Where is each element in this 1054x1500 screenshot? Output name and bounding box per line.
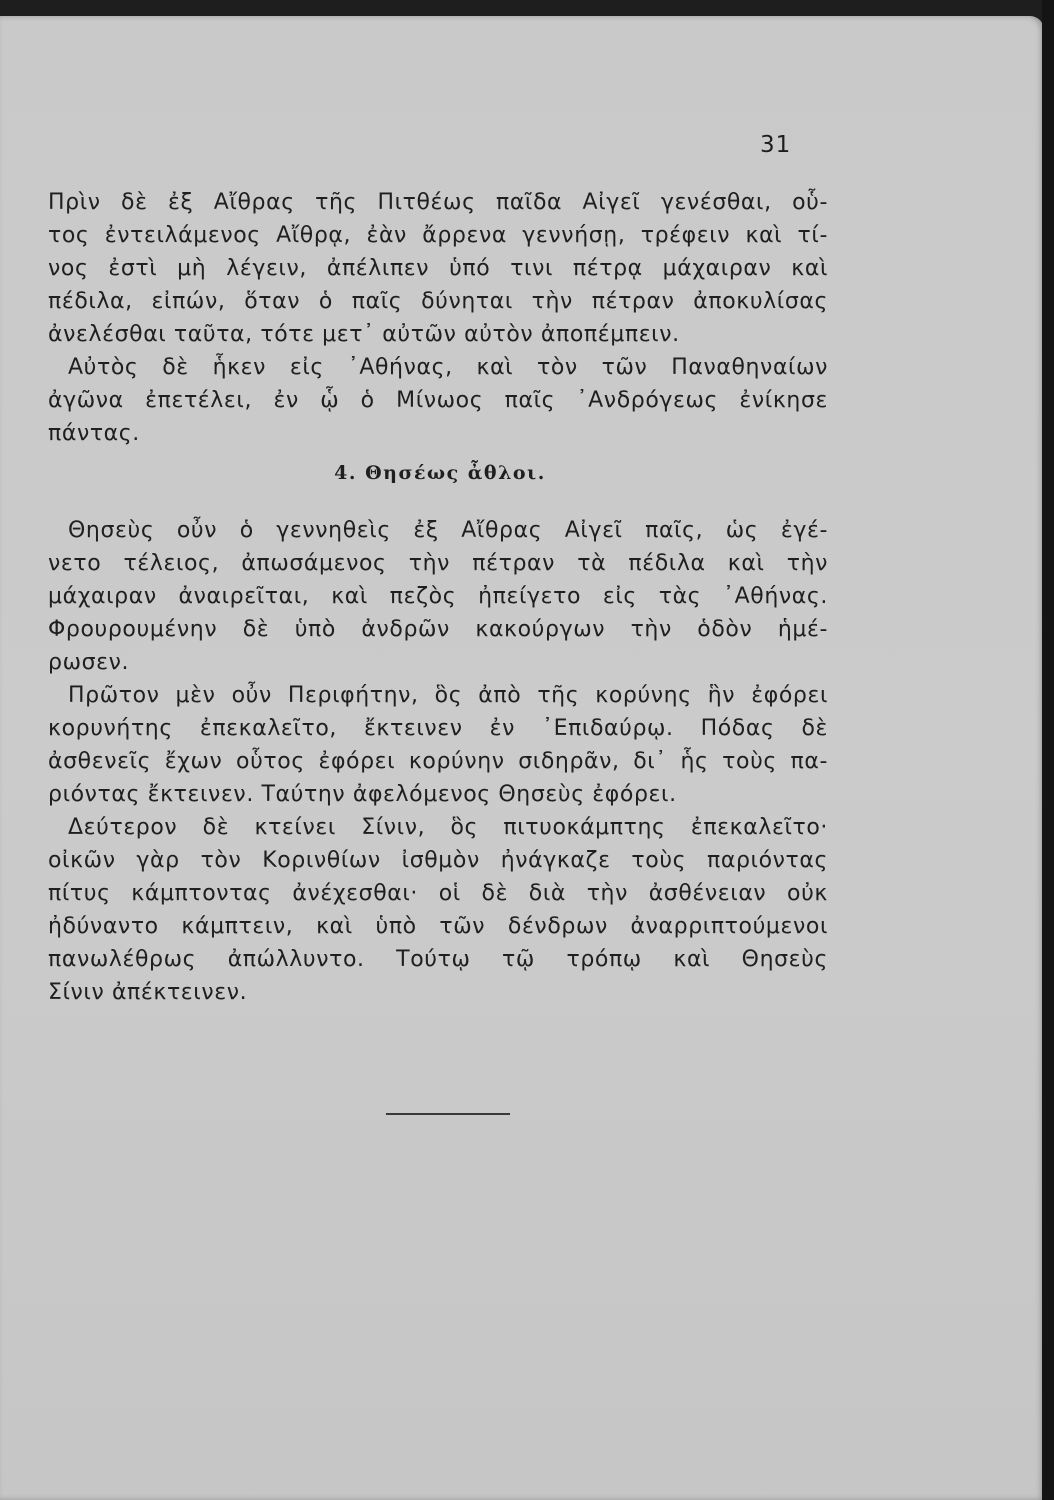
text-line: ἠδύναντο κάμπτειν, καὶ ὑπὸ τῶν δένδρων ἀναρριπτούμενοι — [48, 914, 828, 939]
text-line: Σίνιν ἀπέκτεινεν. — [48, 980, 248, 1005]
end-divider-rule — [386, 1113, 510, 1115]
text-line: Πρῶτον μὲν οὖν Περιφήτην, ὃς ἀπὸ τῆς κορύνης ἣν ἐφόρει — [68, 683, 828, 708]
paragraph-5 — [48, 811, 828, 1009]
section-heading: 4. Θησέως ἆθλοι. — [334, 462, 546, 484]
text-line: ρωσεν. — [48, 650, 130, 675]
text-line: πανωλέθρως ἀπώλλυντο. Τούτῳ τῷ τρόπῳ καὶ Θησεὺς — [48, 947, 828, 972]
text-line: Πρὶν δὲ ἐξ Αἴθρας τῆς Πιτθέως παῖδα Αἰγεῖ γενέσθαι, οὗ- — [48, 190, 828, 215]
text-line: Δεύτερον δὲ κτείνει Σίνιν, ὃς πιτυοκάμπτης ἐπεκαλεῖτο· — [68, 815, 828, 840]
text-line: Αὐτὸς δὲ ἧκεν εἰς ᾽Αθήνας, καὶ τὸν τῶν Παναθηναίων — [68, 355, 828, 380]
page-number: 31 — [760, 132, 792, 158]
text-line: πίτυς κάμπτοντας ἀνέχεσθαι· οἱ δὲ διὰ τὴν ἀσθένειαν οὐκ — [48, 881, 828, 906]
text-line: οἰκῶν γὰρ τὸν Κορινθίων ἰσθμὸν ἠνάγκαζε τοὺς παριόντας — [48, 848, 828, 873]
text-line: ριόντας ἔκτεινεν. Ταύτην ἀφελόμενος Θησεὺς ἐφόρει. — [48, 782, 677, 807]
text-line: πέδιλα, εἰπών, ὅταν ὁ παῖς δύνηται τὴν πέτραν ἀποκυλίσας — [48, 289, 828, 314]
text-line: πάντας. — [48, 421, 140, 446]
text-line: ἀσθενεῖς ἔχων οὗτος ἐφόρει κορύνην σιδηρᾶν, δι᾽ ἧς τοὺς πα- — [48, 749, 828, 774]
text-line: μάχαιραν ἀναιρεῖται, καὶ πεζὸς ἠπείγετο εἰς τὰς ᾽Αθήνας. — [48, 584, 828, 609]
paragraph-4 — [48, 679, 828, 811]
text-line: κορυνήτης ἐπεκαλεῖτο, ἔκτεινεν ἐν ᾽Επιδαύρῳ. Πόδας δὲ — [48, 716, 828, 741]
text-line: νος ἐστὶ μὴ λέγειν, ἀπέλιπεν ὑπό τινι πέτρᾳ μάχαιραν καὶ — [48, 256, 828, 281]
text-line: ἀγῶνα ἐπετέλει, ἐν ᾧ ὁ Μίνωος παῖς ᾽Ανδρόγεως ἐνίκησε — [48, 388, 828, 413]
paragraph-3 — [48, 514, 828, 679]
text-line: Φρουρουμένην δὲ ὑπὸ ἀνδρῶν κακούργων τὴν ὁδὸν ἡμέ- — [48, 617, 828, 642]
text-line: νετο τέλειος, ἀπωσάμενος τὴν πέτραν τὰ πέδιλα καὶ τὴν — [48, 551, 828, 576]
page-edge-shadow — [1042, 0, 1054, 1500]
text-line: τος ἐντειλάμενος Αἴθρᾳ, ἐὰν ἄρρενα γεννήσῃ, τρέφειν καὶ τί- — [48, 223, 828, 248]
paragraph-1 — [48, 186, 828, 351]
paragraph-2 — [48, 351, 828, 450]
text-line: Θησεὺς οὖν ὁ γεννηθεὶς ἐξ Αἴθρας Αἰγεῖ παῖς, ὡς ἐγέ- — [68, 518, 828, 543]
text-line: ἀνελέσθαι ταῦτα, τότε μετ᾽ αὐτῶν αὐτὸν ἀποπέμπειν. — [48, 322, 680, 347]
